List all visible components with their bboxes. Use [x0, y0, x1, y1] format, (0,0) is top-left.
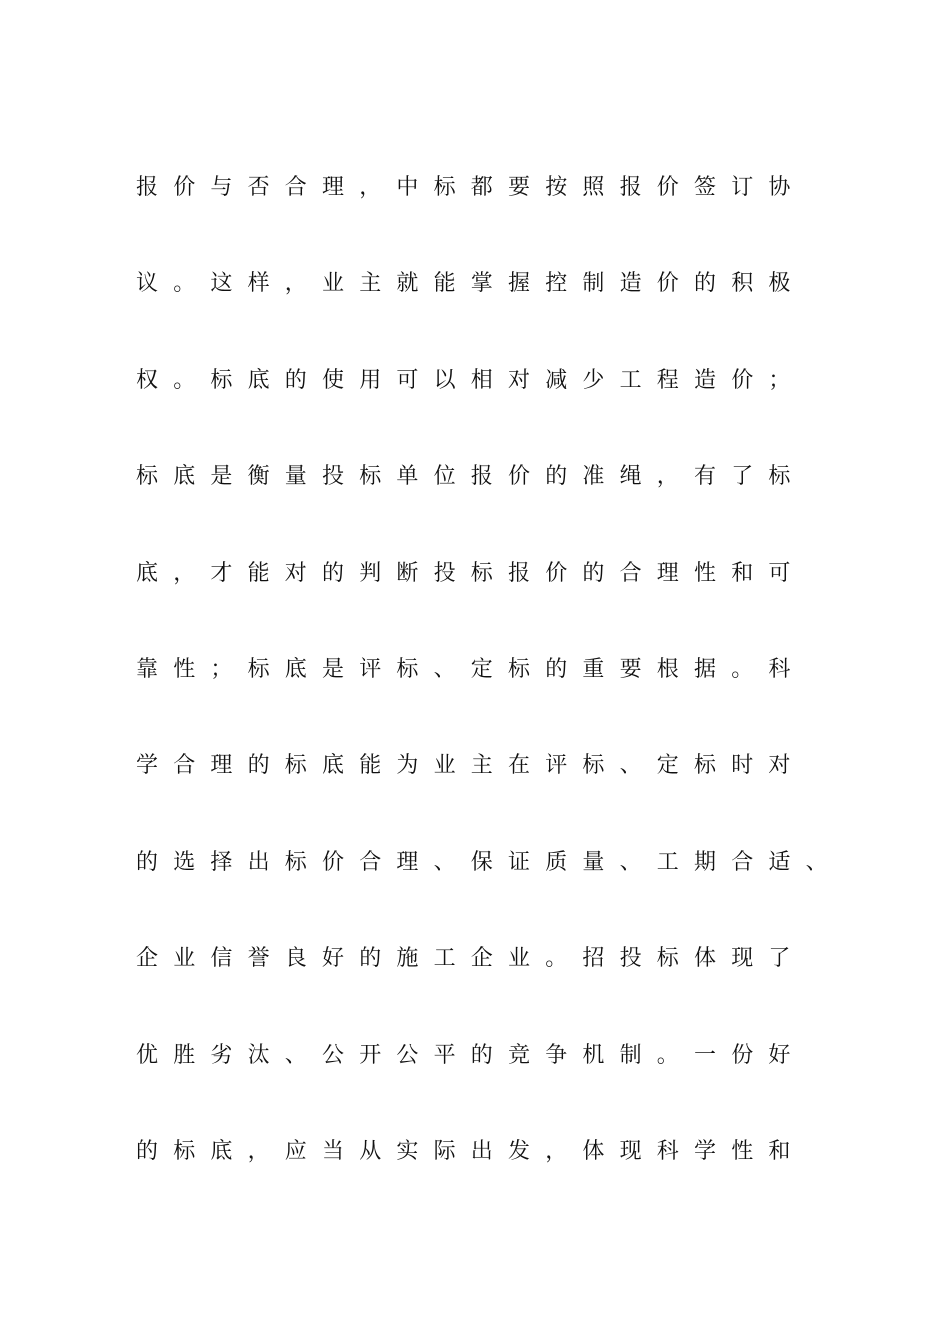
text-line: 权。标底的使用可以相对减少工程造价； [136, 367, 806, 393]
text-line: 报价与否合理，中标都要按照报价签订协 [136, 175, 806, 200]
text-line: 的标底，应当从实际出发，体现科学性和 [136, 1138, 806, 1164]
text-line: 优胜劣汰、公开公平的竞争机制。一份好 [136, 1042, 806, 1068]
text-line: 议。这样，业主就能掌握控制造价的积极 [136, 271, 806, 297]
text-line: 靠性；标底是评标、定标的重要根据。科 [136, 656, 806, 682]
text-line: 学合理的标底能为业主在评标、定标时对 [136, 753, 806, 779]
text-line: 的选择出标价合理、保证质量、工期合适、 [136, 849, 843, 875]
text-line: 底，才能对的判断投标报价的合理性和可 [136, 560, 806, 586]
text-line: 标底是衡量投标单位报价的准绳，有了标 [136, 464, 806, 490]
body-text [136, 168, 856, 1228]
text-line: 企业信誉良好的施工企业。招投标体现了 [136, 946, 806, 972]
